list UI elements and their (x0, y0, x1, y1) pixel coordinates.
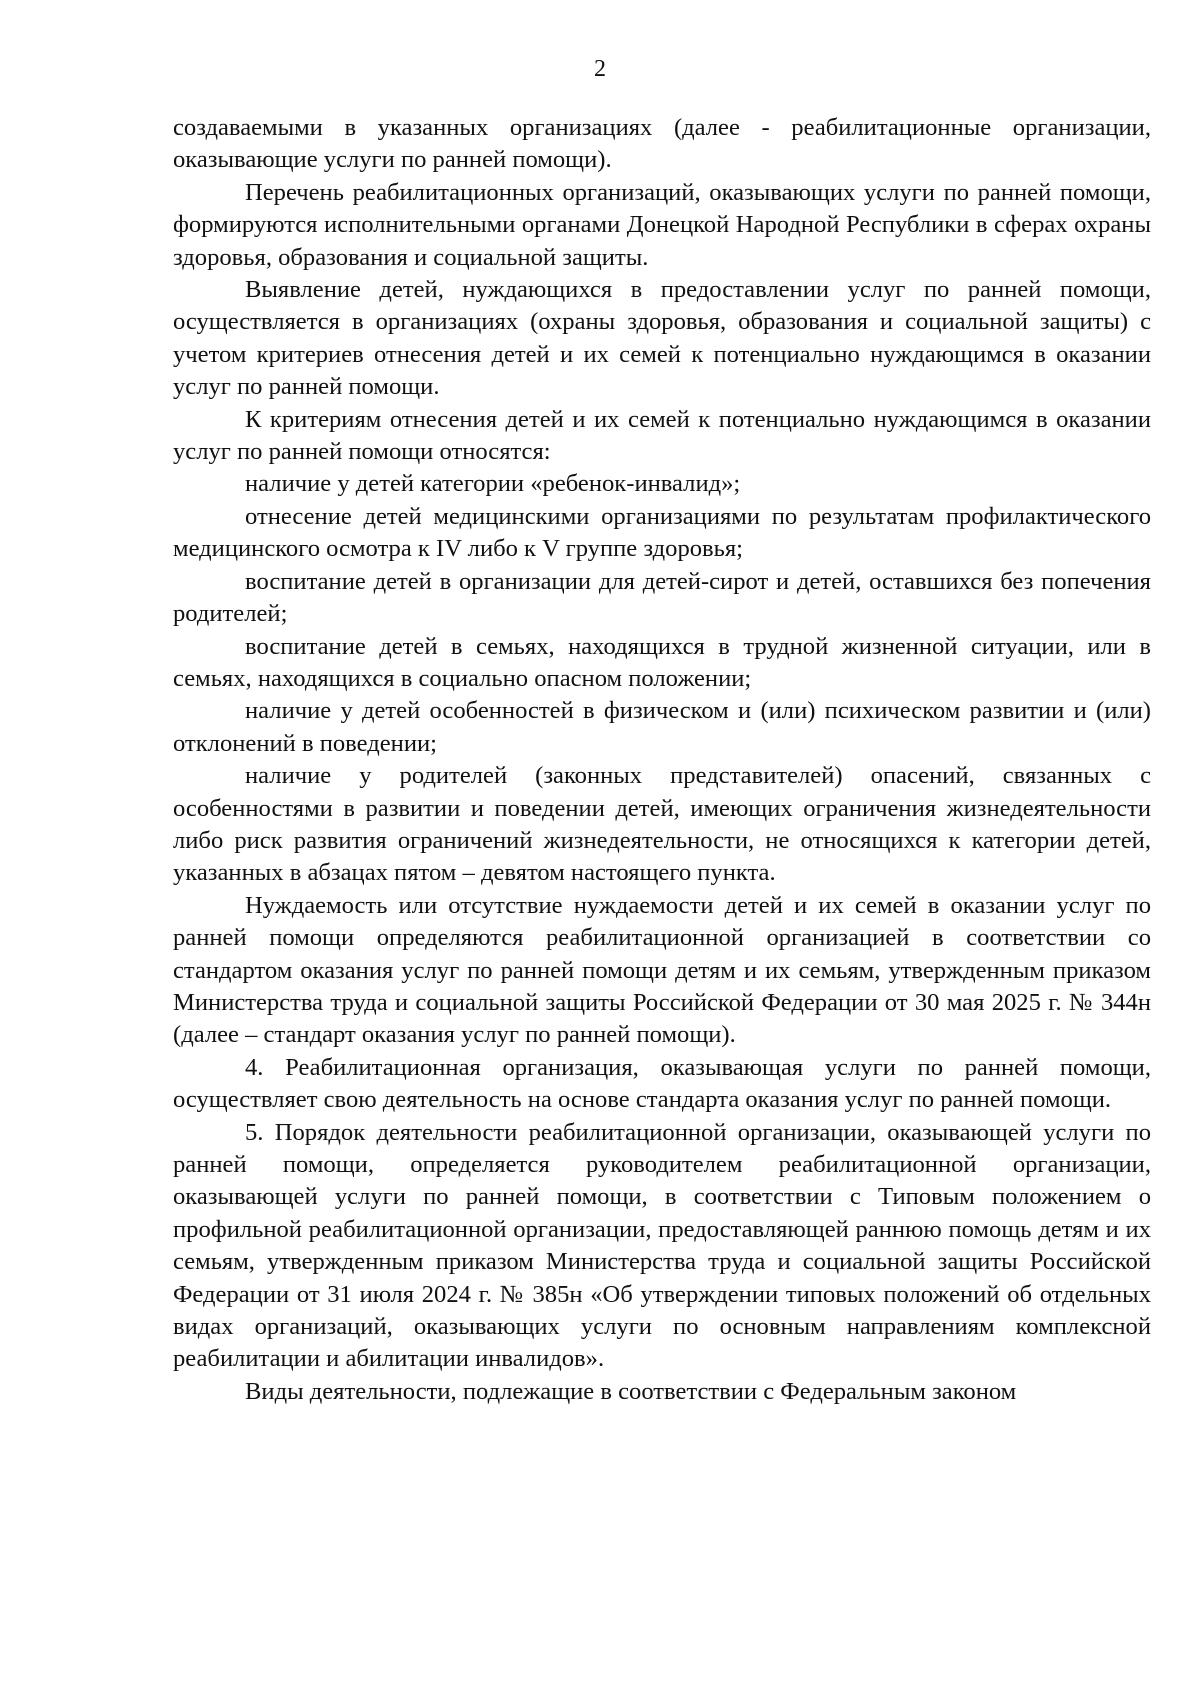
criterion-orphan-care: воспитание детей в организации для детей-сирот и детей, оставшихся без попечения родителей; (173, 567, 1151, 628)
paragraph-need-assessment: Нуждаемость или отсутствие нуждаемости детей и их семей в оказании услуг по ранней помощи определяются реабилитационной организацией в соответствии со стандартом оказания услуг по ранней помощи детям и их семьям, утвержденным приказом Министерства труда и социальной защиты Российской Федерации от 30 мая 2025 г. № 344н (далее – стандарт оказания услуг по ранней помощи). (173, 891, 1151, 1049)
paragraph-item-5: 5. Порядок деятельности реабилитационной организации, оказывающей услуги по ранней помощи, определяется руководителем реабилитационной организации, оказывающей услуги по ранней помощи, в соответствии с Типовым положением о профильной реабилитационной организации, предоставляющей раннюю помощь детям и их семьям, утвержденным приказом Министерства труда и социальной защиты Российской Федерации от 31 июля 2024 г. № 385н «Об утверждении типовых положений об отдельных видах организаций, оказывающих услуги по основным направлениям комплексной реабилитации и абилитации инвалидов». (173, 1118, 1151, 1373)
criterion-disabled-child: наличие у детей категории «ребенок-инвалид»; (245, 470, 741, 498)
paragraph-activities-start: Виды деятельности, подлежащие в соответствии с Федеральным законом (245, 1377, 1017, 1405)
paragraph-continuation: создаваемыми в указанных организациях (далее - реабилитационные организации, оказывающие услуги по ранней помощи). (173, 114, 1151, 174)
criterion-difficult-situation: воспитание детей в семьях, находящихся в трудной жизненной ситуации, или в семьях, находящихся в социально опасном положении; (173, 632, 1151, 692)
paragraph-item-4: 4. Реабилитационная организация, оказывающая услуги по ранней помощи, осуществляет свою деятельность на основе стандарта оказания услуг по ранней помощи. (173, 1053, 1151, 1114)
criterion-parent-concerns: наличие у родителей (законных представителей) опасений, связанных с особенностями в развитии и поведении детей, имеющих ограничения жизнедеятельности либо риск развития ограничений жизнедеятельности, не относящихся к категории детей, указанных в абзацах пятом – девятом настоящего пункта. (173, 762, 1151, 887)
criterion-health-group: отнесение детей медицинскими организациями по результатам профилактического медицинского осмотра к IV либо к V группе здоровья; (173, 502, 1151, 563)
paragraph-organizations-list: Перечень реабилитационных организаций, оказывающих услуги по ранней помощи, формируются исполнительными органами Донецкой Народной Республики в сферах охраны здоровья, образования и социальной защиты. (173, 178, 1151, 271)
page-number: 2 (594, 56, 606, 82)
paragraph-identification: Выявление детей, нуждающихся в предоставлении услуг по ранней помощи, осуществляется в организациях (охраны здоровья, образования и социальной защиты) с учетом критериев отнесения детей и их семей к потенциально нуждающимся в оказании услуг по ранней помощи. (173, 276, 1151, 401)
document-body (173, 112, 1151, 1408)
criterion-development-features: наличие у детей особенностей в физическом и (или) психическом развитии и (или) отклонений в поведении; (173, 697, 1151, 757)
paragraph-criteria-intro: К критериям отнесения детей и их семей к потенциально нуждающимся в оказании услуг по ранней помощи относятся: (173, 405, 1151, 466)
